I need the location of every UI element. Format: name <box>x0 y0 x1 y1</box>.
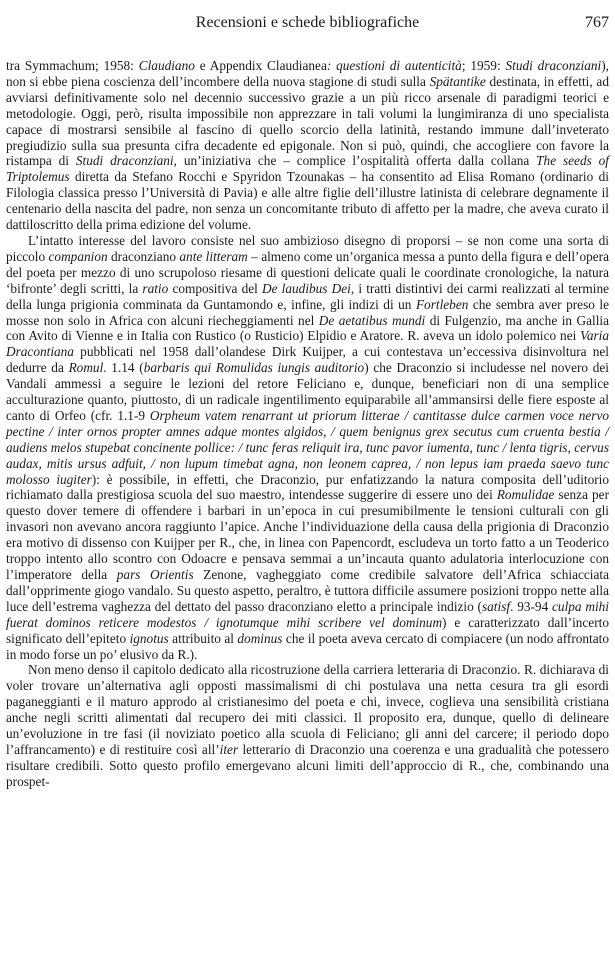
text-run: destinata, in effetti, ad avviarsi definitivamente solo nel decennio successivo grazie a un più ricco arsenale di paradigmi teorici e metodologie. Oggi, però, risulta impossibile non apprezzare in tali volumi la lungimiranza di uno specialista capace di mostrarsi sensibile al fascino di quello scorcio della latinità, restando immune dall’inveterato pregiudizio sulla sua presunta cifra decadente ed epigonale. Non si può, quindi, che accogliere con favore la ristampa di <box>6 73 609 169</box>
text-run: draconziano <box>107 248 180 264</box>
italic-text: : questioni di autenticità <box>326 58 462 73</box>
italic-text: ratio <box>142 280 169 296</box>
italic-text: Romul <box>68 360 104 376</box>
text-run: letterario di Draconzio una coerenza e una gradualità che potessero risultare credibili. Sotto questo profilo emergevano alcuni limiti dell’approccio di R., che, combinando una prospet- <box>6 741 609 789</box>
text-run: , un’iniziativa che – complice l’ospitalità offerta dalla collana <box>173 153 537 169</box>
text-run: ) che Draconzio si includesse nel novero dei Vandali ammessi a seguire le lezioni del retore Feliciano e, dunque, beneficiari non di una semplice acculturazione quanto, piuttosto, di un radicale ingentilimento equiparabile all’ammansirsi delle fiere esposte al canto di Orfeo (cfr. 1.1-9 <box>6 360 609 423</box>
running-header <box>6 14 609 36</box>
text-run: Zenone, vagheggiato come credibile salvatore dell’Africa schiacciata dall’opprimente giogo vandalo. Su questo aspetto, peraltro, è tuttora difficile assumere posizioni troppo nette alla luce dell’estrema vaghezza del dettato del passo draconziano eletto a principale indizio ( <box>6 567 609 614</box>
italic-text: The seeds of Triptolemus <box>6 153 609 185</box>
italic-text: satisf <box>481 598 511 614</box>
italic-text: pars Orientis <box>116 567 194 582</box>
text-run: diretta da Stefano Rocchi e Spyridon Tzounakas – ha consentito ad Elisa Romano (ordinario di Filologia classica presso l’Università di Pavia) e alle altre figlie dell’illustre latinista di celebrare degnamente il centenario della nascita del padre, non senza un concomitante tributo di affetto per la madre, che aveva curato il dattiloscritto della prima edizione del volume. <box>6 169 609 233</box>
italic-text: Studi draconziani <box>75 153 174 169</box>
text-run: pubblicati nel 1958 dall’olandese Dirk Kuijper, a cui contestava un’eccessiva disinvoltura nel dedurre da <box>6 344 609 376</box>
italic-text: Studi draconziani <box>505 58 602 73</box>
italic-text: ante litteram <box>179 248 248 264</box>
italic-text: Fortleben <box>415 296 469 312</box>
text-run: L’intatto interesse del lavoro consiste nel suo ambizioso disegno di proporsi – se non come una sorta di piccolo <box>6 232 609 264</box>
text-run: ): è possibile, in effetti, che Draconzio, pur enfatizzando la natura composita dell’uditorio richiamato dalla prestigiosa scuola del suo maestro, intendesse suggerire di essere uno dei <box>6 471 609 503</box>
text-run: Non meno denso il capitolo dedicato alla ricostruzione della carriera letteraria di Draconzio. R. dichiarava di voler trovare un’alternativa agli opposti massimalismi di chi postulava una netta cesura tra gli esordi paganeggianti e il maturo approdo al cristianesimo del poeta e chi, invece, coglieva una sensibilità cristiana anche negli scritti alimentati dal recupero dei miti classici. Il proposito era, dunque, quello di delineare un’evoluzione in tre fasi (il noviziato poetico alla scuola di Feliciano; gli anni del carcere; il periodo dopo l’affrancamento) e di restituire così all’ <box>6 662 609 757</box>
italic-text: iter <box>219 741 239 757</box>
text-run: ), non si ebbe piena coscienza dell’incombere della nuova stagione di studi sulla <box>6 58 609 89</box>
italic-text: Orpheum vatem renarrant ut priorum litterae / cantitasse dulce carmen voce nervo pectine / inter ornos propter amnes adque montes algidos, / quem benignus grex secutus cum cruenta bestia / audiens melos stupebat concinente pollice: / tunc feras reliquit ira, tunc pavor iumenta, tunc / lenta tigris, cervus audax, mitis ursus adfuit, / non lupum timebat agna, non leonem caprea, / non lepus iam praeda saevo tunc molosso iugiter <box>6 407 609 487</box>
paragraph <box>6 58 609 233</box>
review-body-text <box>6 58 609 790</box>
italic-text: barbaris qui Romulidas iungis auditorio <box>143 360 365 376</box>
italic-text: De laudibus Dei <box>262 280 351 296</box>
italic-text: culpa mihi fuerat dominos reticere modestos / ignotumque mihi scribere vel dominum <box>6 598 609 630</box>
paragraph <box>6 233 609 662</box>
text-run: tra Symmachum; 1958: <box>6 58 139 73</box>
text-run: . 93-94 <box>510 598 553 614</box>
italic-text: Spätantike <box>429 73 486 89</box>
italic-text: companion <box>48 248 108 264</box>
text-run: . 1.14 ( <box>103 360 144 376</box>
text-run: ) e caratterizzato dall’incerto significato dell’epiteto <box>6 614 609 646</box>
text-run: che il poeta aveva cercato di compiacere (un nodo affrontato in modo forse un po’ elusivo da R.). <box>6 630 610 662</box>
running-title: Recensioni e schede bibliografiche <box>195 14 420 31</box>
italic-text: Romulidae <box>496 487 555 503</box>
page-number: 767 <box>585 14 609 31</box>
text-run: e Appendix Claudianea <box>194 58 327 73</box>
text-run: compositiva del <box>168 280 263 296</box>
italic-text: dominus <box>237 630 283 646</box>
text-run: ; 1959: <box>461 58 506 73</box>
italic-text: ignotus <box>129 630 169 646</box>
text-run: senza per questo dover temere di offendere i barbari in un’epoca in cui presumibilmente le tensioni culturali con gli invasori non avevano ancora raggiunto l’apice. Anche l’individuazione della causa della prigionia di Draconzio era motivo di dissenso con Kuijper per R., che, in linea con Papencordt, escludeva un torto fatto a un Teoderico troppo intento allo scontro con Odoacre e pensava semmai a un’incauta quanto adulatoria interlocuzione con l’imperatore della <box>6 487 610 582</box>
text-run: che sembra aver preso le mosse non solo in Africa con alcuni riecheggiamenti nel <box>6 296 609 328</box>
text-run: di Fulgenzio, ma anche in Gallia con Avito di Vienne e in Italia con Rustico (o Rusticio) Elpidio e Aratore. R. aveva un idolo polemico nei <box>6 312 610 344</box>
text-run: – almeno come un’organica messa a punto della figura e dell’opera del poeta per mezzo di uno scrupoloso riesame di questioni delicate quali le coordinate cronologiche, la natura ‘bifronte’ degli scritti, la <box>6 248 609 296</box>
text-run: , i tratti distintivi dei carmi realizzati al termine della lunga prigionia comminata da Guntamondo e, infine, gli indizi di un <box>6 280 609 312</box>
paragraph <box>6 662 609 789</box>
text-run: attribuito al <box>168 630 238 646</box>
italic-text: De aetatibus mundi <box>318 312 426 328</box>
italic-text: Varia Dracontiana <box>6 328 609 360</box>
italic-text: Claudiano <box>138 58 195 73</box>
